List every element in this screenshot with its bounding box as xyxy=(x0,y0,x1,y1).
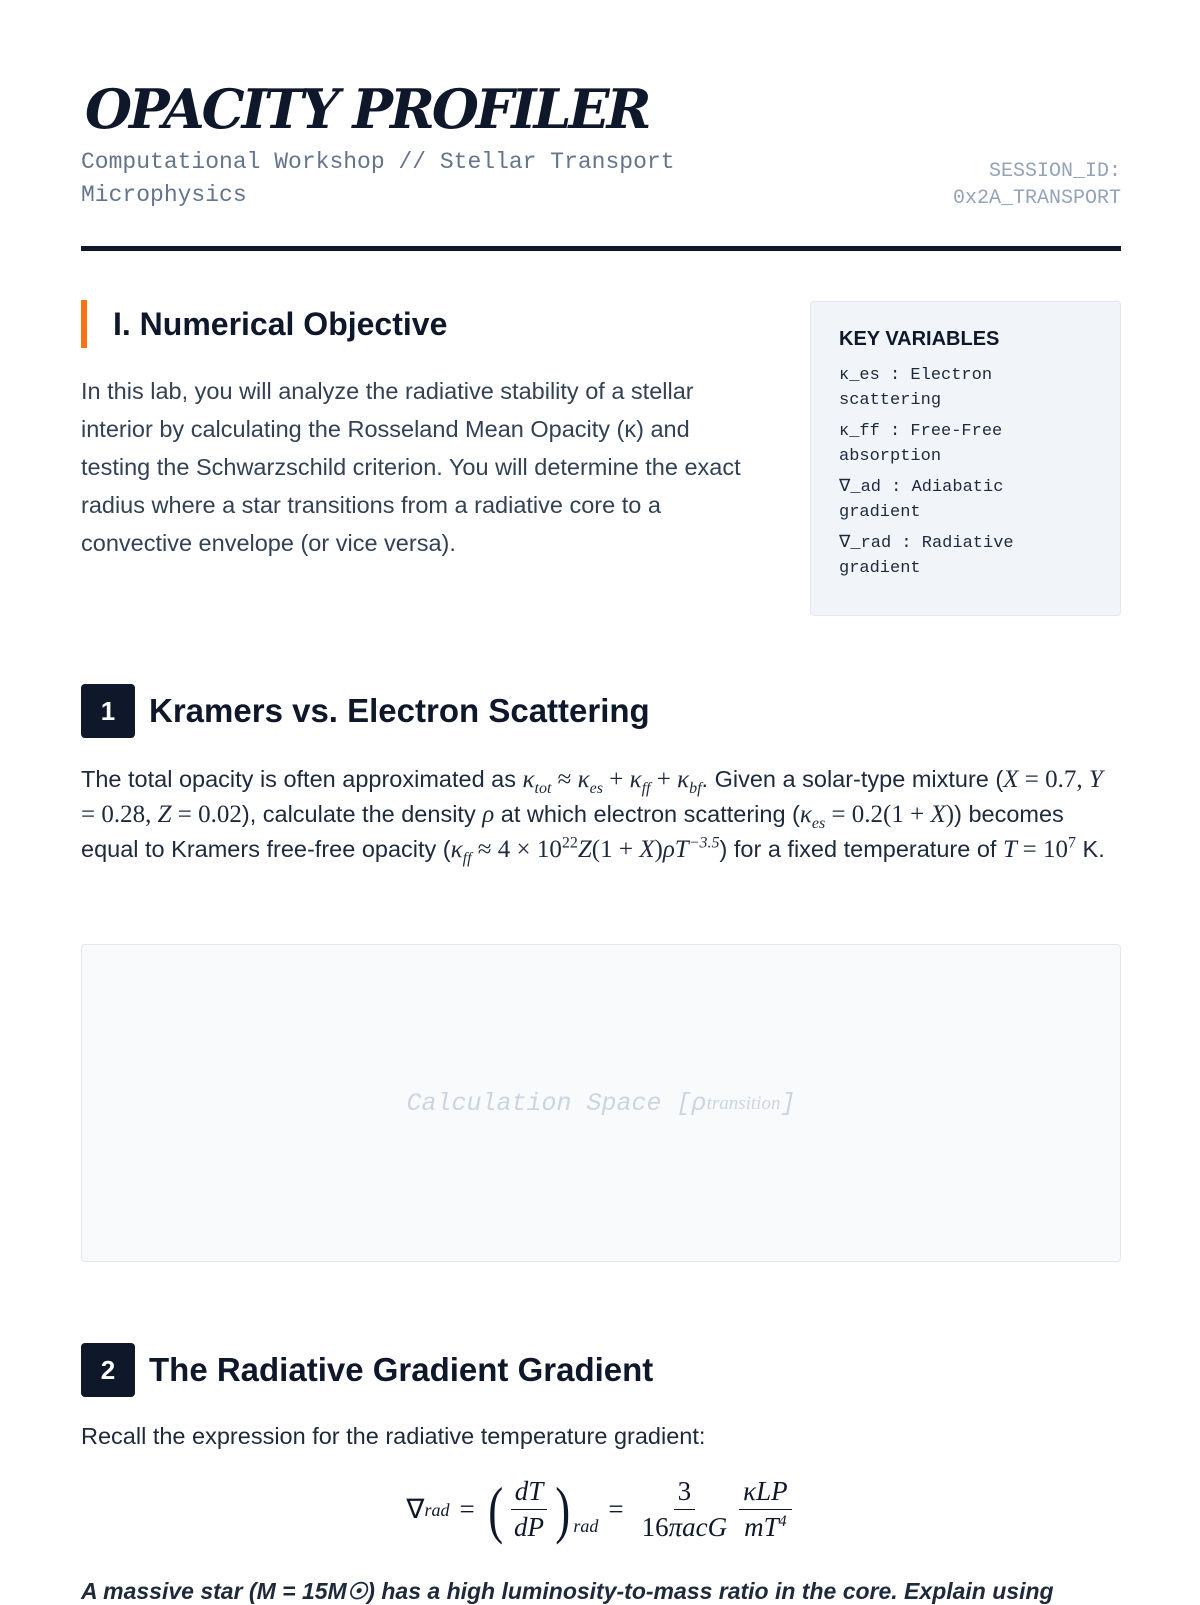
body-text: The total opacity is often approximated as xyxy=(81,766,523,792)
body-text: K. xyxy=(1076,836,1105,862)
fraction-coefficient: $\frac{3}{\text{16πacG}}$ xyxy=(641,1476,728,1542)
section-number-badge: 1 xyxy=(81,684,135,738)
section-2 xyxy=(81,1343,1121,1453)
session-id xyxy=(953,158,1121,212)
page-title: OPACITY PROFILER xyxy=(85,77,649,141)
section-1-header xyxy=(81,684,1121,738)
body-text: ) for a fixed temperature of xyxy=(719,836,1003,862)
equation-mixture: X = 0.7, Y = 0.28, Z = 0.02 xyxy=(81,766,1103,828)
key-variable-item: κ_ff : Free-Free absorption xyxy=(839,422,1003,466)
equation-kappa-es: $\kappa_{es} = 0.2(1 + X)$ xyxy=(799,801,955,832)
body-text: at which electron scattering ( xyxy=(494,801,800,827)
body-text: . Given a solar-type mixture ( xyxy=(701,766,1004,792)
worksheet-page xyxy=(81,0,1121,1604)
key-variable-item: ∇_ad : Adiabatic gradient xyxy=(839,478,1004,522)
fraction-kappa-L-P: $\frac{\text{κLP}}{mT^4}$ xyxy=(739,1476,791,1543)
section-1-title: Kramers vs. Electron Scattering xyxy=(149,692,650,729)
session-label: SESSION_ID: xyxy=(988,160,1121,183)
section-2-title: The Radiative Gradient Gradient xyxy=(149,1351,654,1388)
section-number-badge: 2 xyxy=(81,1343,135,1397)
symbol-rho: ρ xyxy=(482,801,495,828)
objective-text: In this lab, you will analyze the radiative stability of a stellar interior by calculating the Rosseland Mean Opacity (κ) and testing the Schwarzschild criterion. You will determine the exact radius where a star transitions from a radiative core to a convective envelope (or vice versa). xyxy=(81,378,741,556)
section-1 xyxy=(81,684,1121,867)
key-variables-list xyxy=(839,363,1094,581)
calc-label-end: ] xyxy=(780,1088,796,1118)
calc-label-text: Calculation Space [ρ xyxy=(406,1088,707,1118)
equation-opacity-total: $\kappa_{tot} \approx \kappa_{es} + \kappa_{ff} + \kappa_{bf}$ xyxy=(522,766,702,797)
key-variables-panel xyxy=(810,301,1121,616)
key-variable-item: ∇_rad : Radiative gradient xyxy=(839,534,1014,578)
equation-temperature: $T = 10^7$ xyxy=(1002,834,1077,863)
page-subtitle: Computational Workshop // Stellar Transport Microphysics xyxy=(81,149,675,208)
calculation-placeholder xyxy=(82,945,1120,1261)
equation-nabla-rad: ∇ rad = ( $\frac{dT}{dP}$ ) $_{rad}$ = $\frac{3}{\text{16πacG}}$ $\frac{\text{κLP}}{mT^4}$ xyxy=(81,1476,1121,1543)
section-1-body xyxy=(81,762,1121,867)
body-text: ), calculate the density xyxy=(241,801,483,827)
key-variable-item: κ_es : Electron scattering xyxy=(839,366,993,410)
header xyxy=(81,0,1121,251)
body-text: ) becomes equal to Kramers free-free opacity ( xyxy=(81,801,1064,862)
question-cutoff-text: A massive star (M = 15M☉) has a high luminosity-to-mass ratio in the core. Explain using xyxy=(81,1578,1054,1604)
objective-heading: I. Numerical Objective xyxy=(81,300,447,348)
key-variables-title: KEY VARIABLES xyxy=(839,328,1000,350)
section-2-intro: Recall the expression for the radiative temperature gradient: xyxy=(81,1423,706,1449)
equation-kappa-ff: $\kappa_{ff} \approx 4 \times 10^{22}Z(1 + X)\rho T^{-3.5}$ xyxy=(450,834,720,867)
calculation-space[interactable] xyxy=(81,944,1121,1262)
objective-section xyxy=(81,300,1121,620)
calculation-box[interactable] xyxy=(81,944,1121,1262)
section-2-header xyxy=(81,1343,1121,1397)
fraction-dT-dP: $\frac{dT}{dP}$ xyxy=(510,1476,548,1543)
calc-label-subscript: transition xyxy=(706,1092,781,1114)
session-value: 0x2A_TRANSPORT xyxy=(952,187,1121,210)
